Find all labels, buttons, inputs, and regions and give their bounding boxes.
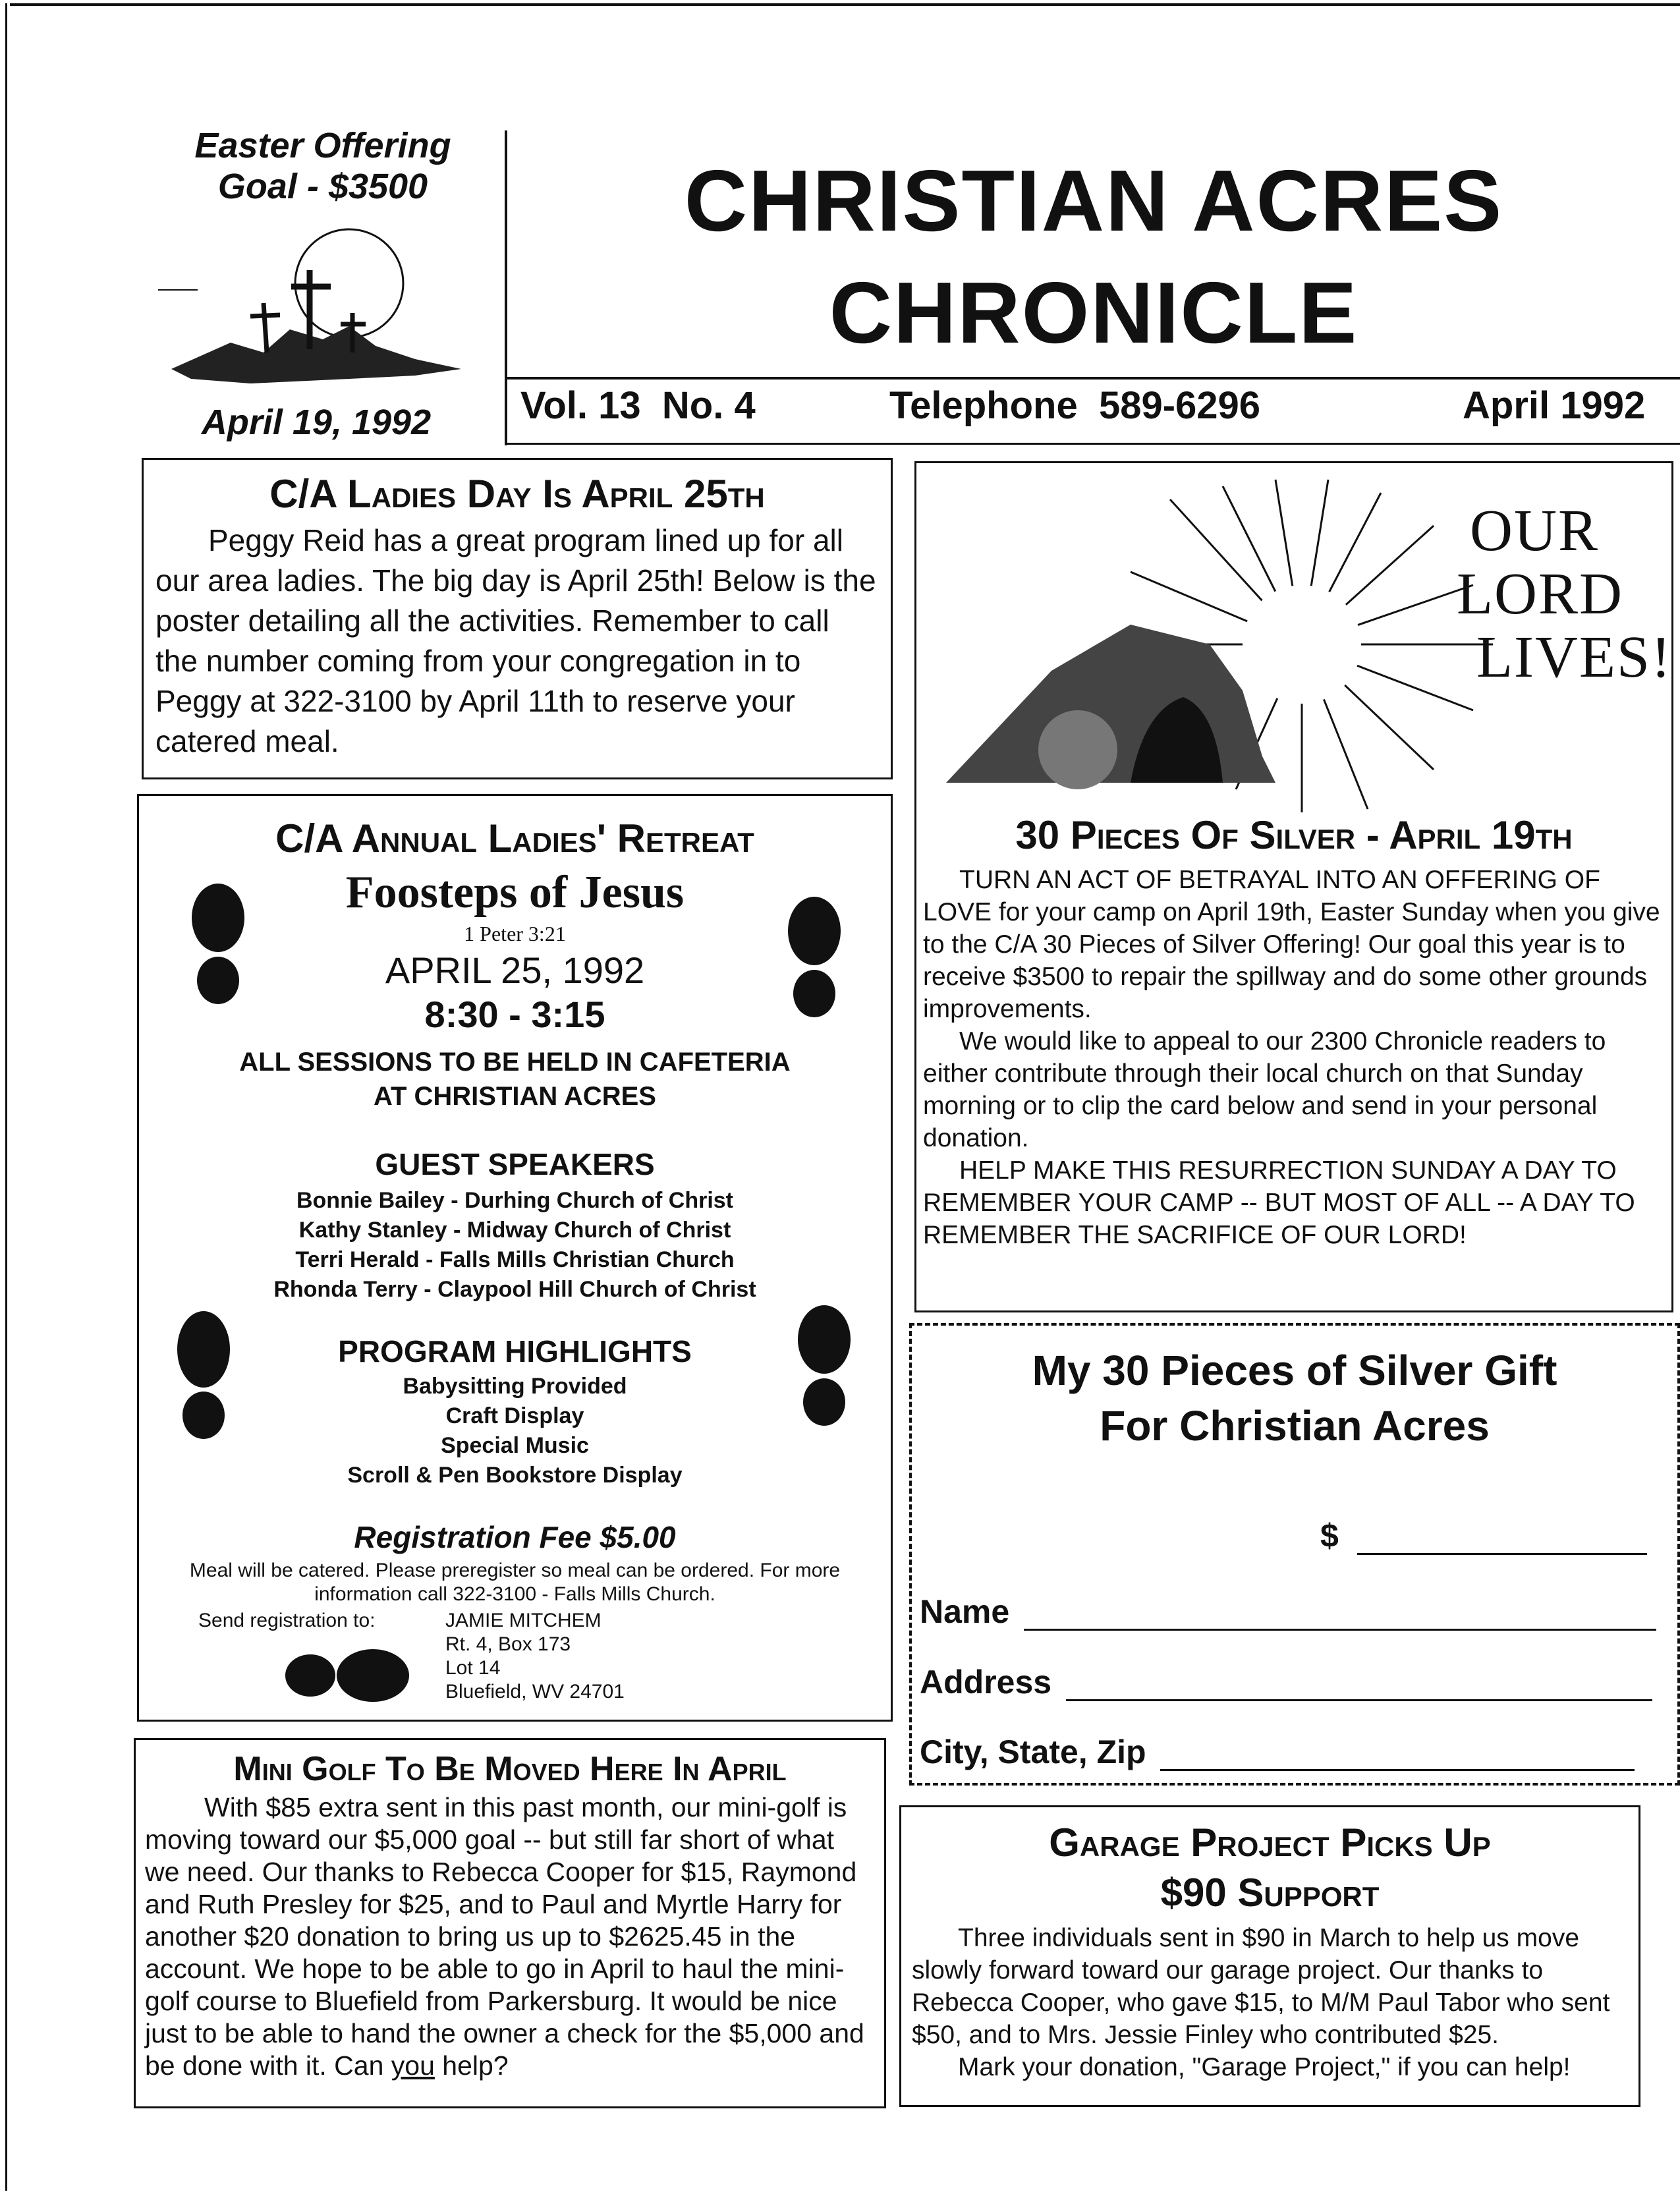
registration-address (445, 1609, 625, 1704)
speakers-list (139, 1186, 891, 1305)
lord-lives-line1: OUR (1470, 498, 1600, 563)
retreat-verse: 1 Peter 3:21 (464, 922, 566, 945)
name-field[interactable] (1024, 1601, 1656, 1631)
title-line2: CHRONICLE (829, 264, 1358, 361)
send-registration (139, 1609, 891, 1701)
silver-heading: 30 Pieces Of Silver - April 19th (1015, 813, 1573, 857)
city-field[interactable] (1160, 1741, 1635, 1771)
easter-offering-title (152, 125, 494, 207)
lord-lives-line3: LIVES! (1476, 625, 1672, 690)
easter-offering-block (152, 125, 494, 455)
gift-card-title-line2: For Christian Acres (1100, 1402, 1490, 1450)
footprint-icon (281, 1646, 412, 1705)
calvary-crosses-illustration (152, 211, 494, 408)
speaker-item: Kathy Stanley - Midway Church of Christ (298, 1218, 731, 1243)
easter-offering-line1: Easter Offering (194, 126, 451, 165)
garage-heading-line1: Garage Project Picks Up (1049, 1820, 1491, 1865)
highlights-heading: PROGRAM HIGHLIGHTS (338, 1334, 692, 1368)
masthead-divider-horizontal (505, 377, 1680, 380)
send-registration-label: Send registration to: (198, 1610, 376, 1631)
footprint-icon (171, 1310, 237, 1442)
speaker-item: Rhonda Terry - Claypool Hill Church of Christ (273, 1277, 756, 1302)
silver-para3: HELP MAKE THIS RESURRECTION SUNDAY A DAY TO REMEMBER YOUR CAMP -- BUT MOST OF ALL -- A DAY TO REMEMBER THE SACRIFICE OF OUR LORD! (923, 1156, 1635, 1249)
highlight-item: Craft Display (445, 1403, 584, 1428)
footprint-icon (185, 882, 251, 1007)
mini-golf-body (145, 1791, 875, 2082)
volume-number: Vol. 13 No. 4 (520, 384, 756, 427)
highlight-item: Scroll & Pen Bookstore Display (347, 1463, 683, 1488)
address-row (920, 1663, 1652, 1701)
silver-para1: TURN AN ACT OF BETRAYAL INTO AN OFFERING OF LOVE for your camp on April 19th, Easter Sunday when you give to the C/A 30 Pieces of Silver Offering! Our goal this year is to receive $3500 to repair the spillway and do some other grounds improvements. (923, 866, 1660, 1023)
speakers-heading: GUEST SPEAKERS (375, 1147, 655, 1181)
address-field[interactable] (1066, 1672, 1652, 1701)
address-label: Address (920, 1664, 1052, 1701)
garage-body (912, 1922, 1628, 2083)
registration-fee: Registration Fee $5.00 (354, 1520, 676, 1554)
gift-card-coupon (909, 1323, 1680, 1786)
lord-lives-line2: LORD (1457, 561, 1623, 627)
title-line1: CHRISTIAN ACRES (684, 152, 1503, 249)
masthead-divider-vertical (505, 130, 507, 445)
masthead-bottom-rule (505, 443, 1680, 445)
retreat-location (139, 1045, 891, 1113)
highlights-list (139, 1372, 891, 1490)
highlight-item: Special Music (441, 1433, 589, 1458)
city-label: City, State, Zip (920, 1733, 1146, 1770)
our-lord-lives (1443, 499, 1672, 689)
silver-offering-article (914, 461, 1673, 1312)
address-line: JAMIE MITCHEM (445, 1610, 602, 1631)
mini-golf-body-end: help? (434, 2050, 509, 2081)
ladies-day-body: Peggy Reid has a great program lined up for all our area ladies. The big day is April 25th! Below is the poster detailing all the activities. Remember to call the number coming from your congregation in to Peggy at 322-3100 by April 11th to reserve your catered meal. (155, 523, 876, 758)
easter-offering-goal: Goal - $3500 (217, 167, 428, 206)
retreat-time: 8:30 - 3:15 (424, 994, 605, 1035)
amount-field[interactable] (1357, 1525, 1647, 1555)
retreat-location-line1: ALL SESSIONS TO BE HELD IN CAFETERIA (239, 1048, 791, 1077)
retreat-location-line2: AT CHRISTIAN ACRES (374, 1082, 656, 1111)
address-line: Rt. 4, Box 173 (445, 1633, 571, 1655)
mini-golf-body-emphasis: you (391, 2050, 435, 2081)
garage-para2: Mark your donation, "Garage Project," if you can help! (958, 2053, 1571, 2081)
retreat-poster (137, 794, 893, 1722)
speaker-item: Bonnie Bailey - Durhing Church of Christ (296, 1188, 734, 1213)
meal-note: Meal will be catered. Please preregister so meal can be ordered. For more information call 322-3100 - Falls Mills Church. (189, 1560, 841, 1605)
garage-heading-line2: $90 Support (1160, 1871, 1380, 1915)
mini-golf-body-text: With $85 extra sent in this past month, our mini-golf is moving toward our $5,000 goal -- but still far short of what we need. Our thanks to Rebecca Cooper for $15, Raymond and Ruth Presley for $25, and to Paul and Myrtle Harry for another $20 donation to bring us up to $2625.45 in the account. We hope to be able to go in April to haul the mini-golf course to Bluefield from Parkersburg. It would be nice just to be able to hand the owner a check for the $5,000 and be done with it. Can (145, 1792, 864, 2081)
name-row (920, 1592, 1656, 1631)
city-row (920, 1733, 1635, 1771)
garage-project-article (899, 1805, 1640, 2107)
name-label: Name (920, 1593, 1010, 1630)
retreat-theme: Foosteps of Jesus (345, 867, 685, 918)
mini-golf-heading: Mini Golf To Be Moved Here In April (233, 1750, 787, 1788)
newspaper-title (514, 145, 1673, 369)
highlight-item: Babysitting Provided (403, 1374, 627, 1399)
issue-date: April 1992 (1463, 384, 1646, 427)
ladies-day-heading: C/A Ladies Day Is April 25th (269, 472, 765, 516)
easter-date: April 19, 1992 (201, 403, 432, 442)
garage-para1: Three individuals sent in $90 in March to help us move slowly forward toward our garage project. Our thanks to Rebecca Cooper, who gave $15, to M/M Paul Tabor who sent $50, and to Mrs. Jessie Finley who contributed $25. (912, 1924, 1610, 2049)
silver-para2: We would like to appeal to our 2300 Chronicle readers to either contribute through their local church on that Sunday morning or to clip the card below and send in your personal donation. (923, 1027, 1606, 1152)
amount-row (1320, 1517, 1647, 1555)
left-rule (5, 3, 7, 2191)
gift-card-title (912, 1343, 1677, 1453)
top-rule (10, 3, 1680, 6)
amount-label: $ (1320, 1517, 1339, 1554)
silver-body (923, 864, 1665, 1251)
retreat-date: APRIL 25, 1992 (385, 949, 645, 991)
ladies-day-article (142, 458, 893, 779)
mini-golf-article (134, 1738, 886, 2108)
gift-card-title-line1: My 30 Pieces of Silver Gift (1032, 1347, 1557, 1394)
footprint-icon (781, 895, 847, 1020)
speaker-item: Terri Herald - Falls Mills Christian Church (295, 1247, 735, 1272)
garage-heading (912, 1818, 1628, 1918)
telephone: Telephone 589-6296 (889, 384, 1261, 427)
address-line: Lot 14 (445, 1657, 501, 1679)
footprint-icon (791, 1303, 857, 1428)
address-line: Bluefield, WV 24701 (445, 1681, 625, 1703)
retreat-heading: C/A Annual Ladies' Retreat (275, 816, 754, 860)
